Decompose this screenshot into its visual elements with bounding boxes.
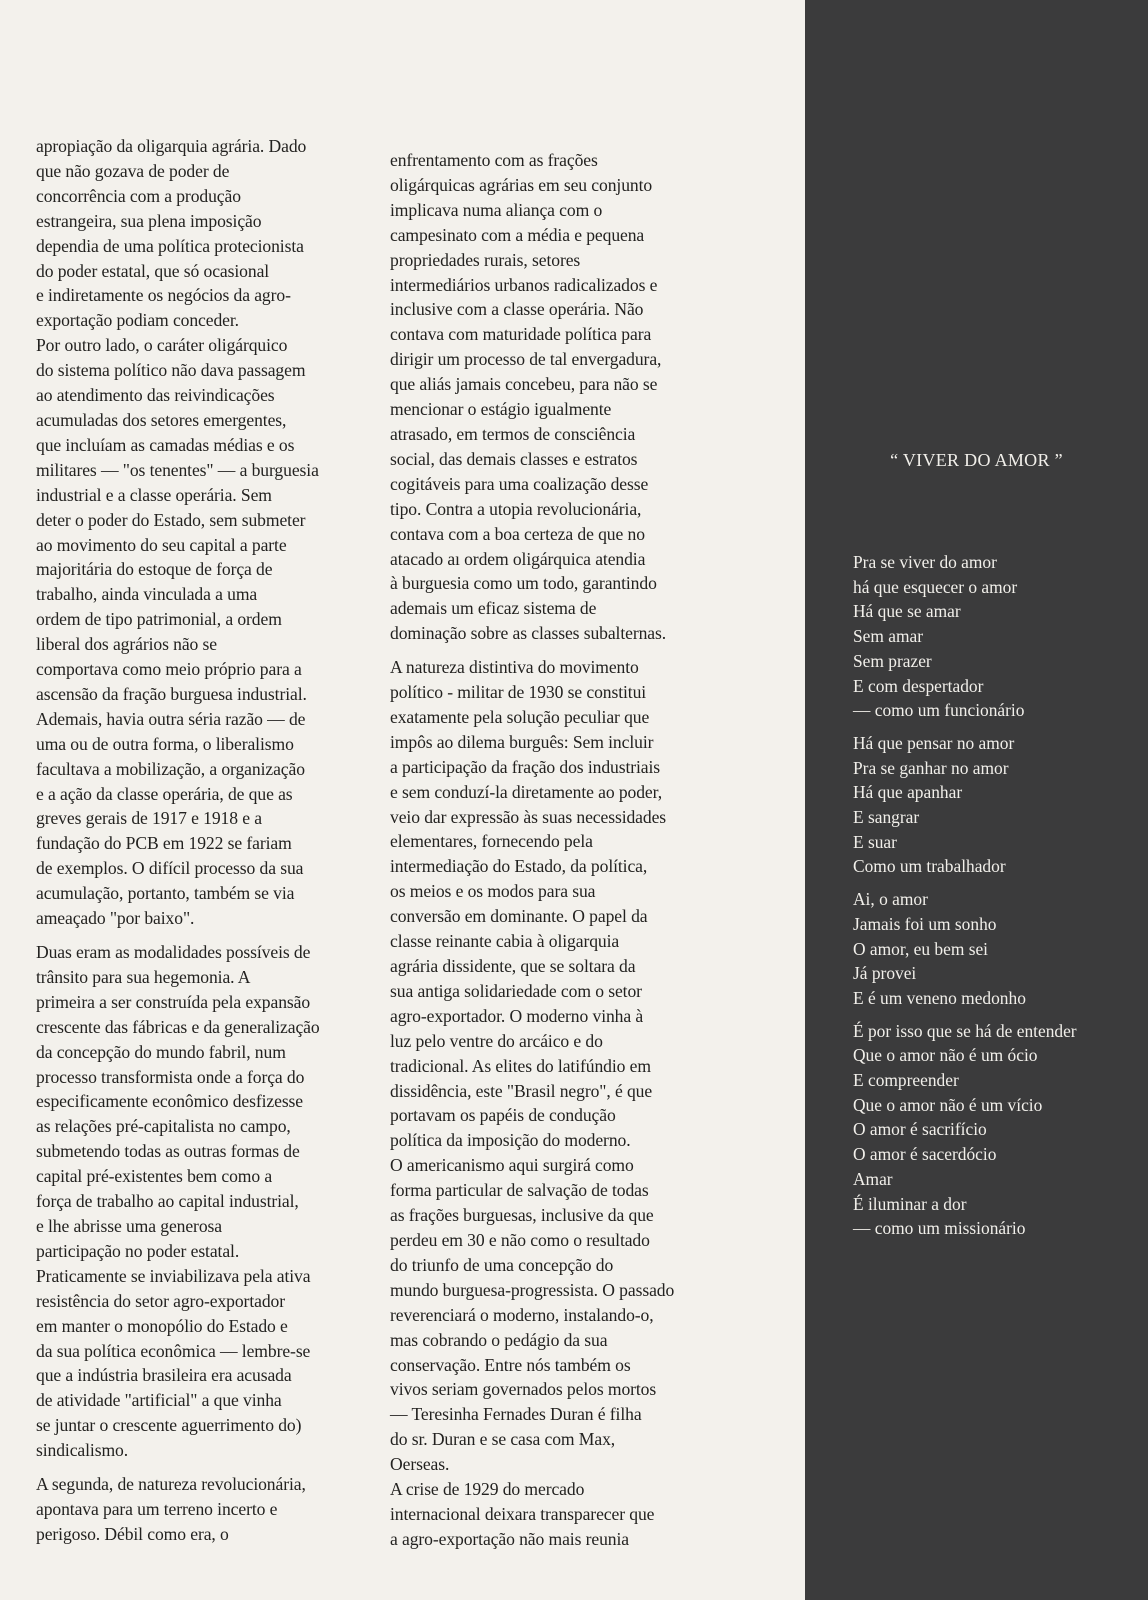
text-line: e sem conduzí-la diretamente ao poder, xyxy=(390,781,662,802)
text-line: submetendo todas as outras formas de xyxy=(36,1141,300,1162)
text-line: intermediação do Estado, da política, xyxy=(390,856,648,877)
text-line: à burguesia como um todo, garantindo xyxy=(390,573,657,594)
text-line: enfrentamento com as frações xyxy=(390,150,598,170)
text-line: cogitáveis para uma coalização desse xyxy=(390,473,649,494)
text-line: conversão em dominante. O papel da xyxy=(390,906,648,927)
text-line: ademais um eficaz sistema de xyxy=(390,598,597,619)
text-line: especificamente econômico desfizesse xyxy=(36,1091,304,1112)
poem-line: Amar xyxy=(853,1168,893,1189)
text-line: da concepção do mundo fabril, num xyxy=(36,1041,286,1062)
text-line: política da imposição do moderno. xyxy=(390,1130,631,1151)
text-line: elementares, fornecendo pela xyxy=(390,831,593,852)
poem-line: Pra se ganhar no amor xyxy=(853,757,1009,778)
poem-line: É por isso que se há de entender xyxy=(853,1020,1077,1041)
poem-line: — como um funcionário xyxy=(853,700,1025,721)
text-line: as frações burguesas, inclusive da que xyxy=(390,1205,654,1226)
text-line: exatamente pela solução peculiar que xyxy=(390,706,650,727)
text-line: crescente das fábricas e da generalização xyxy=(36,1016,320,1037)
text-line: acumulação, portanto, também se via xyxy=(36,883,295,904)
text-line: dependia de uma política protecionista xyxy=(36,235,304,256)
text-line: perdeu em 30 e não como o resultado xyxy=(390,1229,650,1250)
text-line: mencionar o estágio igualmente xyxy=(390,399,612,420)
text-line: de exemplos. O difícil processo da sua xyxy=(36,858,304,879)
text-line: sindicalismo. xyxy=(36,1440,129,1461)
text-line: Oerseas. xyxy=(390,1454,450,1475)
text-line: sua antiga solidariedade com o setor xyxy=(390,980,642,1001)
text-line: exportação podiam conceder. xyxy=(36,310,239,331)
text-line: A natureza distintiva do movimento xyxy=(390,657,639,678)
poem-title: “ VIVER DO AMOR ” xyxy=(890,450,1063,470)
text-line: portavam os papéis de condução xyxy=(390,1105,616,1126)
text-line: intermediários urbanos radicalizados e xyxy=(390,274,658,295)
text-line: ao movimento do seu capital a parte xyxy=(36,534,287,555)
text-line: A crise de 1929 do mercado xyxy=(390,1479,585,1500)
poem-line: Já provei xyxy=(853,963,917,984)
text-line: perigoso. Débil como era, o xyxy=(36,1523,229,1544)
text-line: que não gozava de poder de xyxy=(36,160,230,181)
paragraph-gap xyxy=(36,931,386,940)
text-line: dirigir um processo de tal envergadura, xyxy=(390,349,662,370)
text-line: mas cobrando o pedágio da sua xyxy=(390,1329,608,1350)
text-line: Praticamente se inviabilizava pela ativa xyxy=(36,1265,311,1286)
text-line: Por outro lado, o caráter oligárquico xyxy=(36,335,288,356)
text-line: dominação sobre as classes subalternas. xyxy=(390,623,667,644)
poem-line: E compreender xyxy=(853,1070,959,1091)
text-line: impôs ao dilema burguês: Sem incluir xyxy=(390,731,654,752)
text-line: processo transformista onde a força do xyxy=(36,1066,305,1087)
text-line: e indiretamente os negócios da agro- xyxy=(36,285,291,306)
text-line: concorrência com a produção xyxy=(36,185,241,206)
poem-line: Como um trabalhador xyxy=(853,856,1006,877)
text-line: primeira a ser construída pela expansão xyxy=(36,991,311,1012)
text-line: estrangeira, sua plena imposição xyxy=(36,210,262,231)
text-line: atrasado, em termos de consciência xyxy=(390,423,636,444)
poem-line: Sem prazer xyxy=(853,650,932,671)
text-line: de atividade "artificial" a que vinha xyxy=(36,1390,282,1411)
paragraph-gap xyxy=(853,1011,1143,1019)
text-line: se juntar o crescente aguerrimento do) xyxy=(36,1415,302,1436)
text-line: social, das demais classes e estratos xyxy=(390,448,638,469)
text-line: propriedades rurais, setores xyxy=(390,249,581,270)
text-line: contava com maturidade política para xyxy=(390,324,652,345)
text-line: e lhe abrisse uma generosa xyxy=(36,1215,222,1236)
text-line: fundação do PCB em 1922 se fariam xyxy=(36,833,292,854)
paragraph-gap xyxy=(853,723,1143,731)
paragraph-gap xyxy=(390,646,740,655)
text-line: acumuladas dos setores emergentes, xyxy=(36,409,287,430)
poem-line: O amor é sacerdócio xyxy=(853,1144,997,1165)
text-line: capital pré-existentes bem como a xyxy=(36,1166,273,1187)
text-line: oligárquicas agrárias em seu conjunto xyxy=(390,174,653,195)
text-line: as relações pré-capitalista no campo, xyxy=(36,1116,291,1137)
text-line: mundo burguesa-progressista. O passado xyxy=(390,1279,675,1300)
text-line: vivos seriam governados pelos mortos xyxy=(390,1379,657,1400)
poem-panel xyxy=(805,0,1148,1600)
text-line: luz pelo ventre do arcáico e do xyxy=(390,1030,603,1051)
text-line: reverenciará o moderno, instalando-o, xyxy=(390,1304,654,1325)
text-line: Ademais, havia outra séria razão — de xyxy=(36,708,306,729)
text-line: industrial e a classe operária. Sem xyxy=(36,484,272,505)
poem-line: Há que se amar xyxy=(853,601,961,622)
text-line: implicava numa aliança com o xyxy=(390,199,603,220)
paragraph-gap xyxy=(36,1463,386,1472)
text-line: comportava como meio próprio para a xyxy=(36,659,302,680)
text-line: tipo. Contra a utopia revolucionária, xyxy=(390,498,642,519)
paragraph-gap xyxy=(853,879,1143,887)
text-line: conservação. Entre nós também os xyxy=(390,1354,631,1375)
text-line: em manter o monopólio do Estado e xyxy=(36,1315,288,1336)
poem-line: E é um veneno medonho xyxy=(853,987,1026,1008)
text-line: força de trabalho ao capital industrial, xyxy=(36,1191,299,1212)
text-line: liberal dos agrários não se xyxy=(36,634,217,655)
poem-line: É iluminar a dor xyxy=(853,1193,967,1214)
poem-line: E com despertador xyxy=(853,675,984,696)
text-line: forma particular de salvação de todas xyxy=(390,1180,649,1201)
left-text-column xyxy=(36,134,386,1547)
text-line: a agro-exportação não mais reunia xyxy=(390,1528,629,1549)
poem-line: — como um missionário xyxy=(853,1218,1026,1239)
text-line: do poder estatal, que só ocasional xyxy=(36,260,270,281)
text-line: ameaçado "por baixo". xyxy=(36,908,195,929)
poem-body xyxy=(853,550,1143,1241)
poem-line: Sem amar xyxy=(853,626,924,647)
text-line: participação no poder estatal. xyxy=(36,1240,240,1261)
poem-line: Há que pensar no amor xyxy=(853,732,1015,753)
text-line: uma ou de outra forma, o liberalismo xyxy=(36,733,294,754)
text-line: atacado aı ordem oligárquica atendia xyxy=(390,548,646,569)
text-line: que aliás jamais concebeu, para não se xyxy=(390,374,658,395)
text-line: ordem de tipo patrimonial, a ordem xyxy=(36,609,282,630)
poem-line: E suar xyxy=(853,831,897,852)
text-line: facultava a mobilização, a organização xyxy=(36,758,305,779)
poem-line: Há que apanhar xyxy=(853,782,963,803)
poem-line: Ai, o amor xyxy=(853,889,928,910)
text-line: deter o poder do Estado, sem submeter xyxy=(36,509,306,530)
text-line: que a indústria brasileira era acusada xyxy=(36,1365,292,1386)
text-line: trabalho, ainda vinculada a uma xyxy=(36,584,258,605)
text-line: majoritária do estoque de força de xyxy=(36,559,273,580)
text-line: político - militar de 1930 se constitui xyxy=(390,682,647,703)
text-line: contava com a boa certeza de que no xyxy=(390,523,645,544)
text-line: resistência do setor agro-exportador xyxy=(36,1290,285,1311)
text-line: ascensão da fração burguesa industrial. xyxy=(36,683,307,704)
text-line: campesinato com a média e pequena xyxy=(390,224,645,245)
text-line: tradicional. As elites do latifúndio em xyxy=(390,1055,651,1076)
text-line: e a ação da classe operária, de que as xyxy=(36,783,293,804)
text-line: agro-exportador. O moderno vinha à xyxy=(390,1005,644,1026)
poem-line: Jamais foi um sonho xyxy=(853,913,997,934)
text-line: trânsito para sua hegemonia. A xyxy=(36,966,251,987)
text-line: ao atendimento das reivindicações xyxy=(36,385,275,406)
text-line: greves gerais de 1917 e 1918 e a xyxy=(36,808,262,829)
text-line: Duas eram as modalidades possíveis de xyxy=(36,942,311,962)
text-line: inclusive com a classe operária. Não xyxy=(390,299,644,320)
text-line: os meios e os modos para sua xyxy=(390,881,596,902)
text-line: apontava para um terreno incerto e xyxy=(36,1498,278,1519)
poem-line: Que o amor não é um ócio xyxy=(853,1045,1038,1066)
text-line: do triunfo de uma concepção do xyxy=(390,1254,614,1275)
poem-line: Que o amor não é um vício xyxy=(853,1094,1043,1115)
text-line: que incluíam as camadas médias e os xyxy=(36,434,295,455)
poem-line: O amor é sacrifício xyxy=(853,1119,987,1140)
text-line: da sua política econômica — lembre-se xyxy=(36,1340,311,1361)
text-line: O americanismo aqui surgirá como xyxy=(390,1155,634,1176)
poem-line: há que esquecer o amor xyxy=(853,576,1018,597)
text-line: dissidência, este "Brasil negro", é que xyxy=(390,1080,653,1101)
text-line: do sistema político não dava passagem xyxy=(36,360,306,381)
text-line: apropiação da oligarquia agrária. Dado xyxy=(36,136,307,156)
text-line: militares — "os tenentes" — a burguesia xyxy=(36,459,319,480)
text-line: A segunda, de natureza revolucionária, xyxy=(36,1474,306,1495)
poem-line: E sangrar xyxy=(853,807,920,828)
text-line: internacional deixara transparecer que xyxy=(390,1503,655,1524)
text-line: — Teresinha Fernades Duran é filha xyxy=(390,1404,642,1425)
text-line: veio dar expressão às suas necessidades xyxy=(390,806,667,827)
poem-line: O amor, eu bem sei xyxy=(853,938,989,959)
poem-line: Pra se viver do amor xyxy=(853,552,997,572)
middle-text-column xyxy=(390,148,740,1552)
text-line: classe reinante cabia à oligarquia xyxy=(390,931,620,952)
text-line: agrária dissidente, que se soltara da xyxy=(390,956,636,976)
text-line: do sr. Duran e se casa com Max, xyxy=(390,1429,616,1450)
text-line: a participação da fração dos industriais xyxy=(390,756,661,777)
